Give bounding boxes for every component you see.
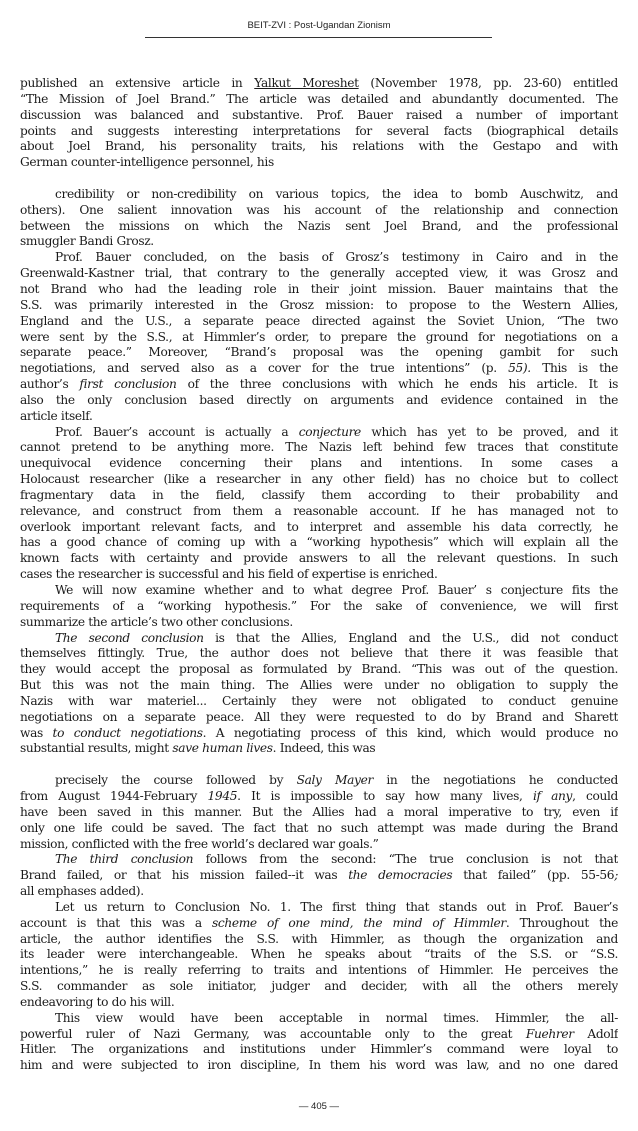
header-rule	[145, 37, 492, 38]
journal-title: Yalkut Moreshet	[254, 76, 359, 90]
text-line: from August 1944-February 1945. It is impossible to say how many lives, if any, could	[20, 788, 618, 803]
text-line: Prof. Bauer concluded, on the basis of Grosz’s testimony in Cairo and in the	[55, 250, 618, 265]
text-line: all emphases added).	[20, 884, 144, 899]
paragraph-gap	[20, 757, 618, 773]
text-line: England and the U.S., a separate peace directed against the Soviet Union, “The two	[20, 313, 618, 328]
text-line: author’s first conclusion of the three conclusions with which he ends his article. It is	[20, 377, 618, 392]
text-line: S.S. commander as sole initiator, judger and decider, with all the others merely	[20, 979, 618, 994]
text-line: also the only conclusion based directly on arguments and evidence contained in the	[20, 392, 618, 407]
text-line: not Brand who had the leading role in their joint mission. Bauer maintains that the	[20, 281, 618, 296]
text-line: article, the author identifies the S.S. with Himmler, as though the organization and	[20, 931, 618, 946]
text-line: negotiations on a separate peace. All they were requested to do by Brand and Sharett	[20, 709, 618, 724]
text-line: its leader were interchangeable. When he speaks about “traits of the S.S. or “S.S.	[20, 947, 618, 962]
text-line: We will now examine whether and to what degree Prof. Bauer’ s conjecture fits the	[55, 583, 618, 597]
text-line: about Joel Brand, his personality traits, his relations with the Gestapo and with	[20, 139, 618, 154]
text-line: The second conclusion is that the Allies, England and the U.S., did not conduct	[55, 630, 618, 645]
text-line: were sent by the S.S., at Himmler’s order, to prepare the ground for negotiations on a	[20, 329, 618, 344]
text-line: substantial results, might save human lives. Indeed, this was	[20, 741, 376, 756]
paragraph-8	[20, 852, 618, 900]
text-line: they would accept the proposal as formulated by Brand. “This was out of the question.	[20, 662, 618, 677]
paragraph-3	[20, 250, 618, 424]
text-line: relevance, and construct from them a reasonable account. If he has managed not to	[20, 503, 618, 518]
text-line: cases the researcher is successful and his field of expertise is enriched.	[20, 567, 438, 582]
paragraph-gap	[20, 171, 618, 187]
text-line: “The Mission of Joel Brand.” The article was detailed and abundantly documented. The	[20, 91, 618, 106]
text-line: separate peace.” Moreover, “Brand’s proposal was the opening gambit for such	[20, 345, 618, 360]
text-line: Let us return to Conclusion No. 1. The first thing that stands out in Prof. Bauer’s	[55, 899, 618, 914]
paragraph-4	[20, 425, 618, 583]
text-line: German counter-intelligence personnel, his	[20, 155, 274, 170]
text-line: Brand failed, or that his mission failed--it was the democracies that failed” (pp. 55-56;	[20, 868, 618, 883]
running-header: BEIT-ZVI : Post-Ugandan Zionism	[247, 20, 391, 31]
text-line: endeavoring to do his will.	[20, 994, 175, 1009]
text-line: mission, conflicted with the free world’s declared war goals.”	[20, 836, 379, 851]
text-line: was to conduct negotiations. A negotiating process of this kind, which would produce no	[20, 725, 618, 740]
text-line: The third conclusion follows from the second: “The true conclusion is not that	[55, 852, 618, 867]
paragraph-1	[20, 76, 618, 171]
text-line: cannot pretend to be anything more. The Nazis left behind few traces that constitute	[20, 440, 618, 455]
text-line: discussion was balanced and substantive. Prof. Bauer raised a number of important	[20, 107, 618, 122]
text-line: powerful ruler of Nazi Germany, was accountable only to the great Fuehrer Adolf	[20, 1026, 618, 1041]
paragraph-2	[20, 187, 618, 250]
text-line: overlook important relevant facts, and to interpret and assemble his data correctly, he	[20, 519, 618, 534]
paragraph-10	[20, 1011, 618, 1074]
text-line: summarize the article’s two other conclusions.	[20, 614, 293, 629]
text-line: have been saved in this manner. But the Allies had a moral imperative to try, even if	[20, 804, 618, 819]
text-line: negotiations, and served also as a cover for the true intentions” (p. 55). This is the	[20, 361, 618, 376]
text-line: between the missions on which the Nazis sent Joel Brand, and the professional	[20, 218, 618, 233]
text-line: smuggler Bandi Grosz.	[20, 234, 154, 249]
text-line: Greenwald-Kastner trial, that contrary to the generally accepted view, it was Grosz and	[20, 266, 618, 281]
paragraph-5	[20, 583, 618, 631]
text-line: But this was not the main thing. The Allies were under no obligation to supply the	[20, 678, 618, 693]
text-line: Nazis with war materiel... Certainly they were not obligated to conduct genuine	[20, 693, 618, 708]
body-text	[20, 76, 618, 1074]
text-line: requirements of a “working hypothesis.” For the sake of convenience, we will first	[20, 598, 618, 613]
paragraph-6	[20, 631, 618, 758]
text-line: only one life could be saved. The fact that no such attempt was made during the Brand	[20, 820, 618, 835]
text-line: unequivocal evidence concerning their plans and intentions. In some cases a	[20, 456, 618, 471]
paragraph-9	[20, 900, 618, 1011]
text-line: intentions,” he is really referring to traits and intentions of Himmler. He perceives the	[20, 963, 618, 978]
text-line: Prof. Bauer’s account is actually a conjecture which has yet to be proved, and it	[55, 424, 618, 439]
text-line: has a good chance of coming up with a “working hypothesis” which will explain all the	[20, 535, 618, 550]
text-line: published an extensive article in Yalkut Moreshet (November 1978, pp. 23-60) entitled	[20, 76, 618, 90]
paragraph-7	[20, 773, 618, 852]
text-line: article itself.	[20, 408, 93, 423]
text-line: Hitler. The organizations and institutions under Himmler’s command were loyal to	[20, 1042, 618, 1057]
text-line: themselves fittingly. True, the author does not believe that there it was feasible that	[20, 646, 618, 661]
text-line: Holocaust researcher (like a researcher in any other field) has no choice but to collect	[20, 472, 618, 487]
text-line: points and suggests interesting interpretations for several facts (biographical details	[20, 123, 618, 138]
text-line: precisely the course followed by Saly Mayer in the negotiations he conducted	[55, 773, 618, 788]
page-number: — 405 —	[298, 1101, 340, 1112]
text-line: others). One salient innovation was his account of the relationship and connection	[20, 202, 618, 217]
text-line: him and were subjected to iron discipline, In them his word was law, and no one dared	[20, 1058, 618, 1073]
text-line: This view would have been acceptable in normal times. Himmler, the all-	[55, 1010, 618, 1025]
text-line: known facts with certainty and provide answers to all the relevant questions. In such	[20, 551, 618, 566]
text-line: credibility or non-credibility on various topics, the idea to bomb Auschwitz, and	[55, 186, 618, 201]
text-line: account is that this was a scheme of one mind, the mind of Himmler. Throughout the	[20, 915, 618, 930]
text-line: fragmentary data in the field, classify them according to their probability and	[20, 487, 618, 502]
text-line: S.S. was primarily interested in the Grosz mission: to propose to the Western Allies,	[20, 297, 618, 312]
